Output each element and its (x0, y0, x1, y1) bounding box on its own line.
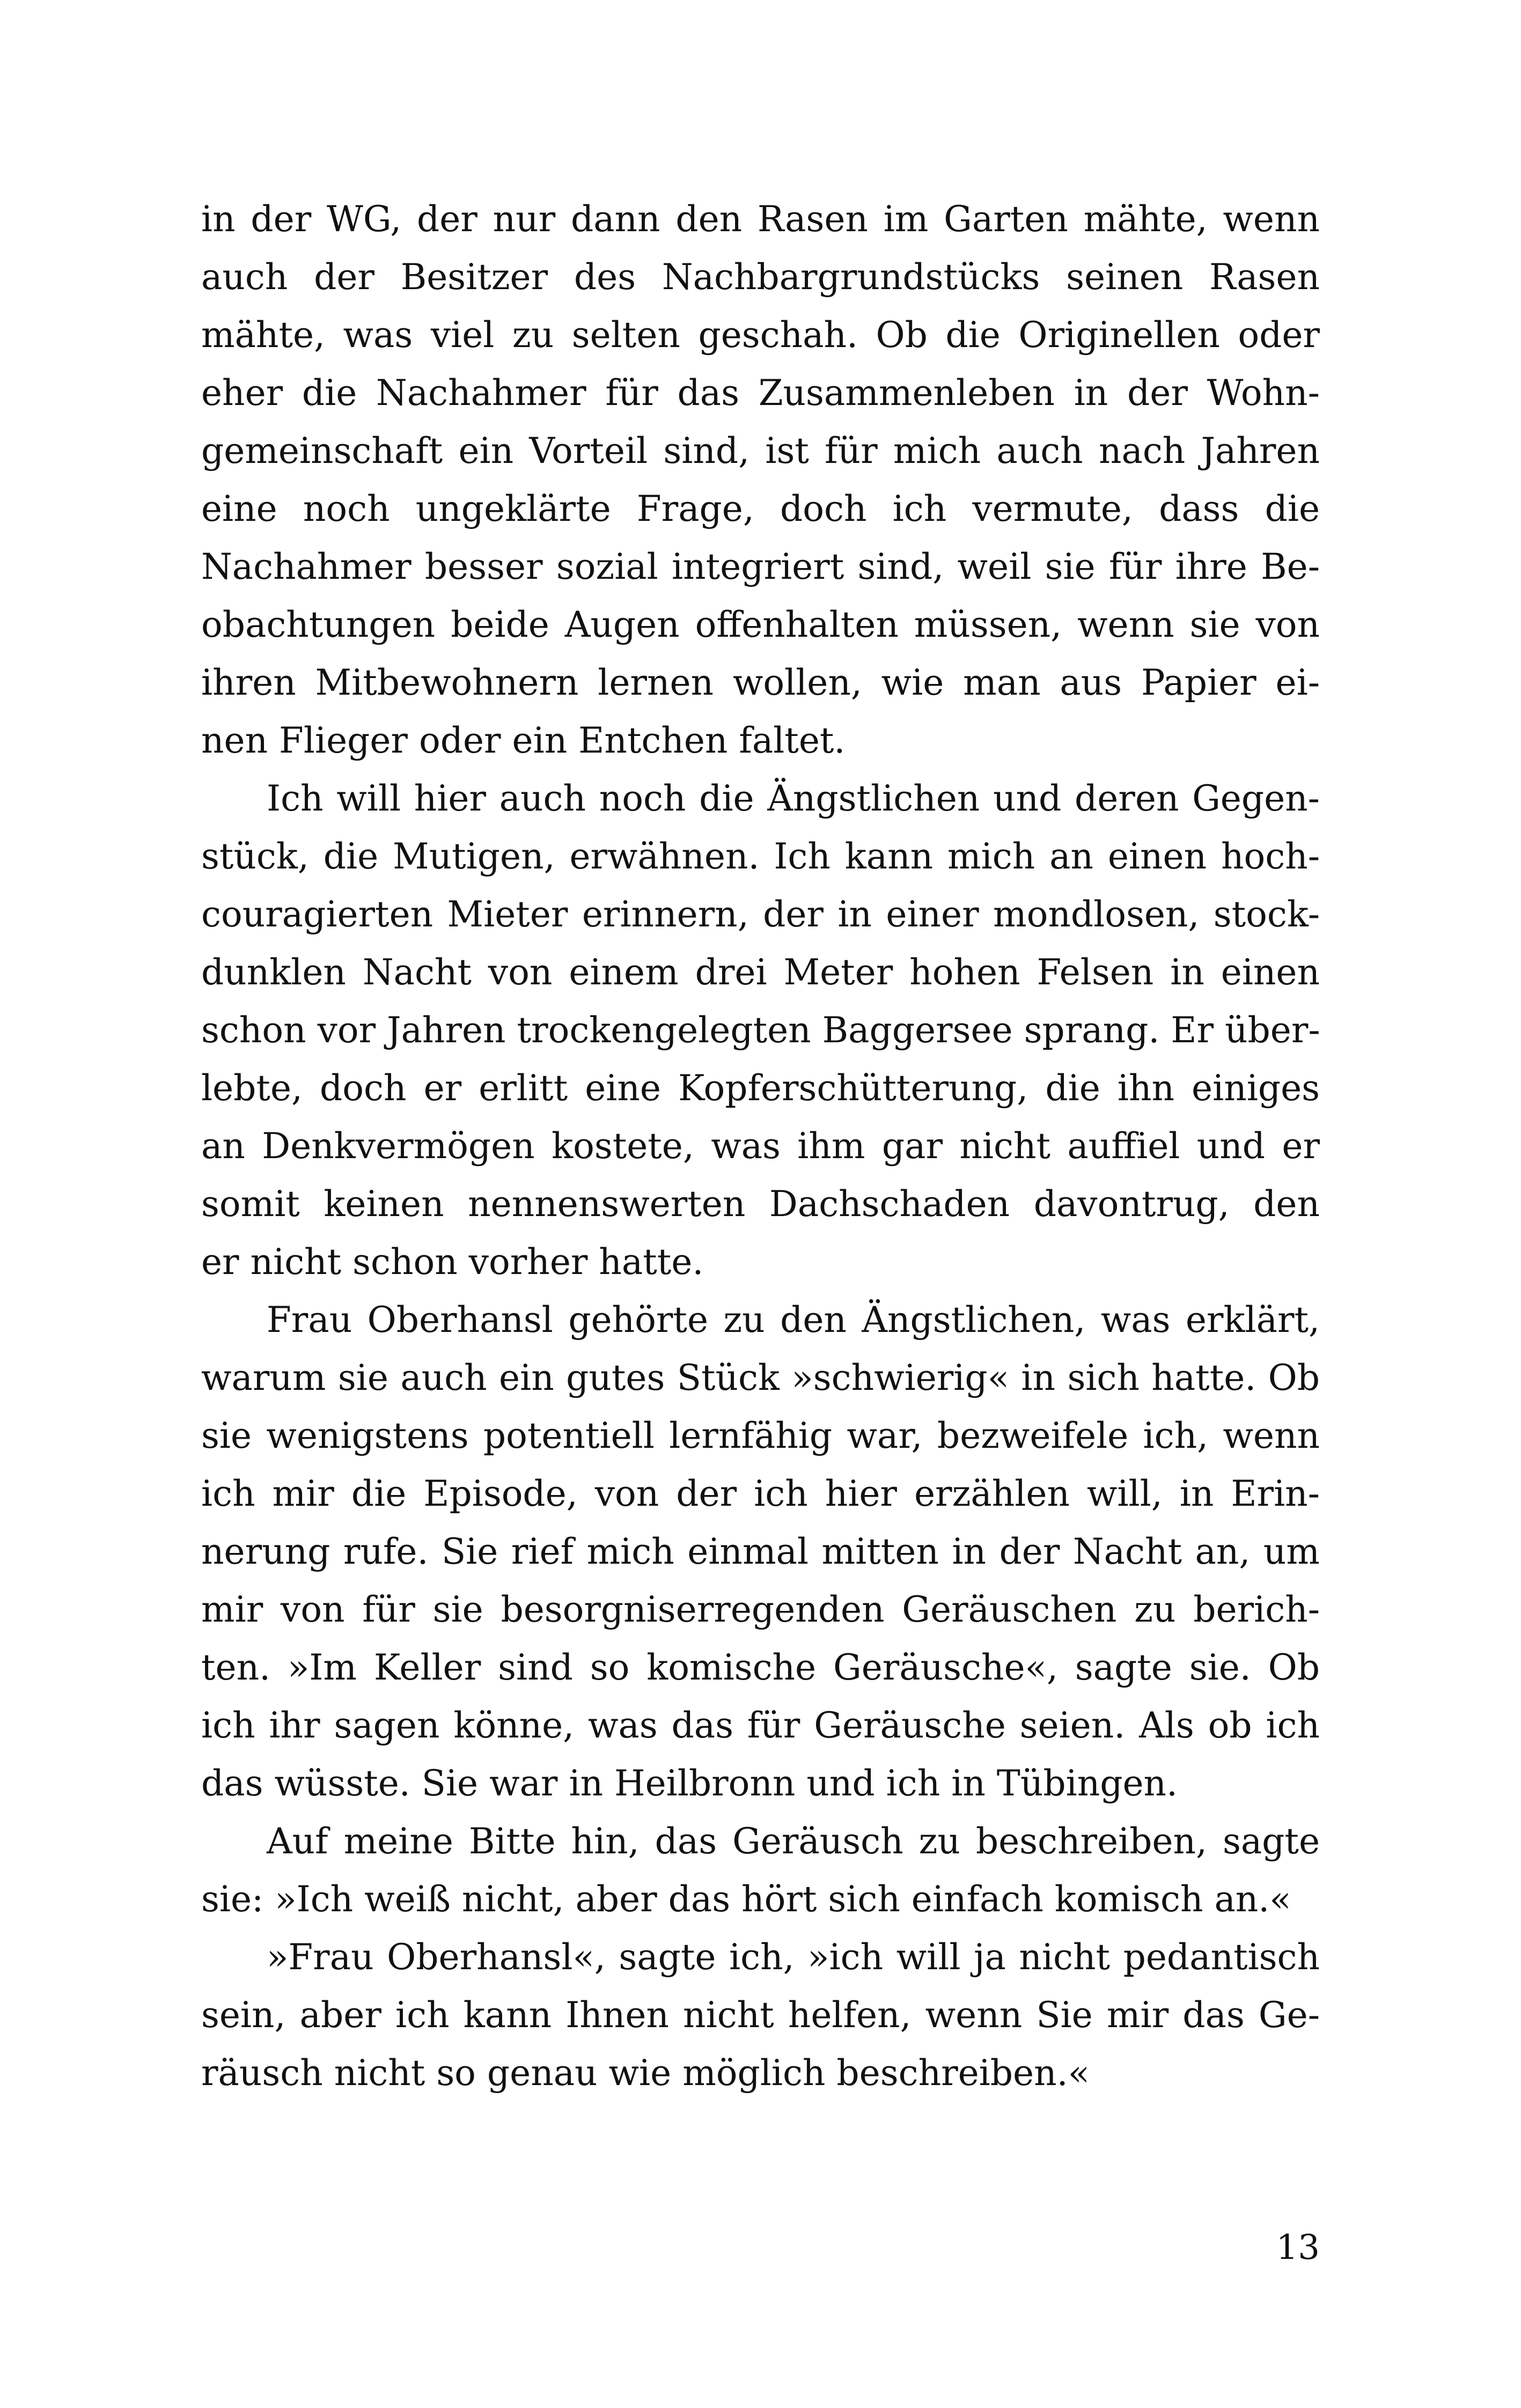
paragraph (201, 1813, 1320, 1928)
text-line: dunklen Nacht von einem drei Meter hohen Felsen in einen (201, 952, 1320, 993)
text-line: eine noch ungeklärte Frage, doch ich vermute, dass die (201, 488, 1320, 529)
text-line: nen Flieger oder ein Entchen faltet. (201, 720, 846, 761)
text-line: warum sie auch ein gutes Stück »schwierig« in sich hatte. Ob (201, 1357, 1320, 1398)
text-line: eher die Nachahmer für das Zusammenleben in der Wohn- (201, 372, 1320, 414)
text-line: ihren Mitbewohnern lernen wollen, wie man aus Papier ei- (201, 662, 1320, 703)
text-line: das wüsste. Sie war in Heilbronn und ich in Tübingen. (201, 1763, 1178, 1804)
page-number: 13 (1276, 2228, 1320, 2267)
text-line: in der WG, der nur dann den Rasen im Garten mähte, wenn (201, 198, 1320, 240)
text-line: Ich will hier auch noch die Ängstlichen und deren Gegen- (267, 778, 1320, 819)
text-line: mähte, was viel zu selten geschah. Ob die Originellen oder (201, 314, 1320, 356)
paragraph (201, 1928, 1320, 2102)
text-line: nerung rufe. Sie rief mich einmal mitten in der Nacht an, um (201, 1531, 1320, 1572)
text-line: ich ihr sagen könne, was das für Geräusche seien. Als ob ich (201, 1705, 1320, 1746)
text-line: obachtungen beide Augen offenhalten müssen, wenn sie von (201, 604, 1320, 645)
text-line: mir von für sie besorgniserregenden Geräuschen zu berich- (201, 1589, 1320, 1630)
text-line: lebte, doch er erlitt eine Kopferschütterung, die ihn einiges (201, 1067, 1320, 1109)
text-line: schon vor Jahren trockengelegten Baggersee sprang. Er über- (201, 1010, 1320, 1051)
body-text (201, 190, 1320, 2102)
text-line: »Frau Oberhansl«, sagte ich, »ich will ja nicht pedantisch (267, 1936, 1320, 1978)
text-line: gemeinschaft ein Vorteil sind, ist für mich auch nach Jahren (201, 430, 1320, 472)
text-line: sie: »Ich weiß nicht, aber das hört sich einfach komisch an.« (201, 1879, 1291, 1920)
text-line: auch der Besitzer des Nachbargrundstücks seinen Rasen (201, 256, 1320, 298)
text-line: couragierten Mieter erinnern, der in einer mondlosen, stock- (201, 894, 1320, 935)
paragraph (201, 190, 1320, 770)
text-line: ich mir die Episode, von der ich hier erzählen will, in Erin- (201, 1473, 1320, 1514)
paragraph (201, 770, 1320, 1291)
text-line: er nicht schon vorher hatte. (201, 1241, 704, 1283)
text-line: sie wenigstens potentiell lernfähig war, bezweifele ich, wenn (201, 1415, 1320, 1456)
text-line: an Denkvermögen kostete, was ihm gar nicht auffiel und er (201, 1125, 1320, 1167)
paragraph (201, 1291, 1320, 1813)
text-line: Nachahmer besser sozial integriert sind, weil sie für ihre Be- (201, 546, 1320, 587)
text-line: somit keinen nennenswerten Dachschaden davontrug, den (201, 1183, 1320, 1225)
text-line: Frau Oberhansl gehörte zu den Ängstlichen, was erklärt, (267, 1299, 1320, 1341)
text-line: Auf meine Bitte hin, das Geräusch zu beschreiben, sagte (267, 1821, 1320, 1862)
text-line: stück, die Mutigen, erwähnen. Ich kann mich an einen hoch- (201, 836, 1320, 877)
text-line: sein, aber ich kann Ihnen nicht helfen, wenn Sie mir das Ge- (201, 1994, 1320, 2036)
text-line: ten. »Im Keller sind so komische Geräusche«, sagte sie. Ob (201, 1647, 1320, 1688)
text-line: räusch nicht so genau wie möglich beschreiben.« (201, 2052, 1090, 2094)
